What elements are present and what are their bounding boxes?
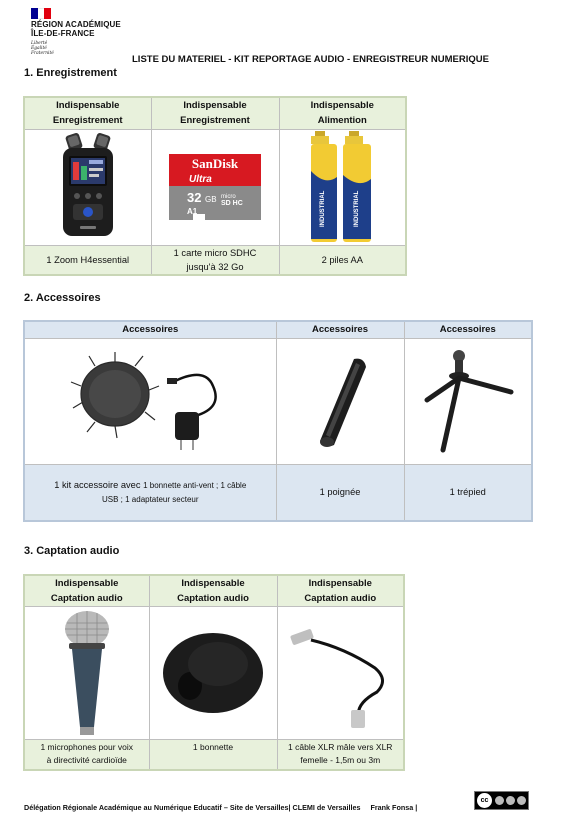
- footer-author: Frank Fonsa |: [370, 803, 418, 812]
- caption-cell: 1 Zoom H4essential: [24, 245, 151, 275]
- svg-text:A1: A1: [187, 207, 198, 216]
- xlr-cable-icon: [285, 618, 395, 728]
- svg-text:SanDisk: SanDisk: [191, 156, 239, 171]
- aa-battery-icon: [307, 131, 377, 243]
- logo-line1: RÉGION ACADÉMIQUE: [31, 20, 121, 29]
- caption-cell: 1 kit accessoire avec 1 bonnette anti-vent ; 1 câble USB ; 1 adaptateur secteur: [24, 464, 276, 521]
- logo-line2: ÎLE-DE-FRANCE: [31, 29, 95, 38]
- audio-recorder-icon: [53, 132, 123, 242]
- xlr-cable-image-cell: [277, 607, 404, 740]
- sd-card-image-cell: [151, 129, 279, 245]
- svg-text:INDUSTRIAL: INDUSTRIAL: [320, 190, 327, 227]
- svg-text:micro: micro: [221, 194, 236, 200]
- header-cell: Accessoires: [404, 321, 532, 338]
- footer: [24, 803, 417, 812]
- header-cell: Indispensable Enregistrement: [24, 97, 151, 129]
- svg-text:Ultra: Ultra: [189, 174, 212, 185]
- table-accessoires: [23, 320, 533, 522]
- tripod-image-cell: [404, 338, 532, 464]
- foam-windscreen-icon: [158, 628, 268, 718]
- header-cell: Indispensable Enregistrement: [151, 97, 279, 129]
- table-captation: [23, 574, 405, 771]
- microphone-icon: [52, 609, 122, 737]
- section-title-accessoires: 2. Accessoires: [24, 292, 101, 304]
- svg-text:SD HC: SD HC: [221, 200, 243, 207]
- tripod-icon: [413, 346, 523, 456]
- header-cell: Indispensable Captation audio: [149, 575, 277, 607]
- header-cell: Indispensable Alimention: [279, 97, 406, 129]
- caption-cell: 1 trépied: [404, 464, 532, 521]
- windscreen-kit-icon: [55, 346, 245, 456]
- motto-liberte: Liberté: [31, 41, 48, 46]
- sd-card-icon: [165, 152, 265, 222]
- caption-cell: 1 poignée: [276, 464, 404, 521]
- caption-cell: 1 câble XLR mâle vers XLR femelle - 1,5m ou 3m: [277, 740, 404, 770]
- table-enregistrement: [23, 96, 407, 276]
- handle-image-cell: [276, 338, 404, 464]
- caption-cell: 1 bonnette: [149, 740, 277, 770]
- header-cell: Indispensable Captation audio: [277, 575, 404, 607]
- svg-text:GB: GB: [205, 195, 217, 204]
- motto-fraternite: Fraternité: [31, 51, 54, 56]
- document-title: LISTE DU MATERIEL - KIT REPORTAGE AUDIO - ENREGISTREUR NUMERIQUE: [132, 54, 489, 65]
- microphone-image-cell: [24, 607, 149, 740]
- caption-cell: 1 carte micro SDHC jusqu'à 32 Go: [151, 245, 279, 275]
- recorder-image-cell: [24, 129, 151, 245]
- header-cell: Indispensable Captation audio: [24, 575, 149, 607]
- svg-text:INDUSTRIAL: INDUSTRIAL: [354, 190, 361, 227]
- battery-image-cell: [279, 129, 406, 245]
- motto-egalite: Égalité: [31, 46, 47, 51]
- handle-grip-icon: [300, 351, 380, 451]
- section-title-enregistrement: 1. Enregistrement: [24, 67, 117, 79]
- footer-text: Délégation Régionale Académique au Numérique Educatif – Site de Versailles| CLEMI de Versailles: [24, 803, 361, 812]
- caption-cell: 2 piles AA: [279, 245, 406, 275]
- section-title-captation: 3. Captation audio: [24, 545, 120, 557]
- svg-text:32: 32: [187, 190, 202, 205]
- header-cell: Accessoires: [24, 321, 276, 338]
- cc-text: cc: [477, 793, 492, 808]
- header-cell: Accessoires: [276, 321, 404, 338]
- kit-image-cell: [24, 338, 276, 464]
- cc-license-icon: [474, 791, 529, 810]
- bonnette-image-cell: [149, 607, 277, 740]
- caption-cell: 1 microphones pour voix à directivité cardioïde: [24, 740, 149, 770]
- region-logo: [31, 8, 131, 60]
- french-flag-icon: [31, 8, 51, 19]
